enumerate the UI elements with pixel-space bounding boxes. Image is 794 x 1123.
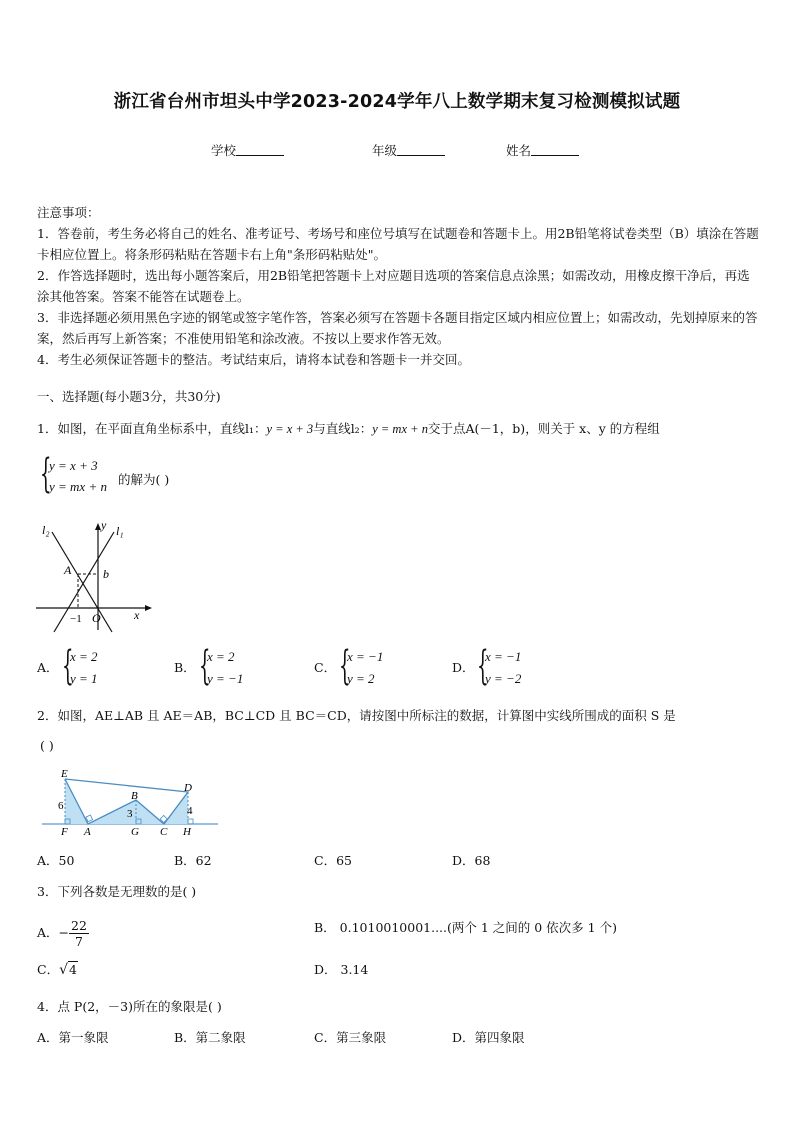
name-label: 姓名 bbox=[506, 143, 532, 158]
brace-icon: { bbox=[339, 643, 351, 689]
label-3: 3 bbox=[127, 808, 133, 820]
section-heading: 一、选择题(每小题3分，共30分) bbox=[37, 389, 221, 404]
line-l1 bbox=[54, 532, 114, 632]
grade-field[interactable] bbox=[372, 141, 445, 159]
brace-icon: { bbox=[62, 643, 74, 689]
q1-eq2: y = mx + n bbox=[372, 422, 428, 436]
q1-options bbox=[37, 643, 777, 692]
label-6: 6 bbox=[58, 800, 64, 812]
note-item: 1．答卷前，考生务必将自己的姓名、准考证号、考场号和座位号填写在试题卷和答题卡上。用2B铅笔将试卷类型（B）填涂在答题卡相应位置上。将条形码粘贴在答题卡右上角"条形码粘贴处"。 bbox=[37, 226, 759, 262]
note-item: 3．非选择题必须用黑色字迹的钢笔或签字笔作答，答案必须写在答题卡各题目指定区域内相应位置上；如需改动，先划掉原来的答案，然后再写上新答案；不准使用铅笔和涂改液。不按以上要求作答无效。 bbox=[37, 310, 758, 346]
option-letter: A． bbox=[37, 660, 59, 675]
label-O: O bbox=[92, 611, 101, 625]
grade-blank[interactable] bbox=[397, 143, 445, 156]
label-4: 4 bbox=[187, 805, 193, 817]
option-line1: x = −1 bbox=[485, 649, 522, 664]
school-label: 学校 bbox=[211, 143, 237, 158]
question-1-text bbox=[37, 419, 660, 439]
notes-block bbox=[37, 202, 759, 370]
label-A: A bbox=[84, 826, 91, 838]
grade-label: 年级 bbox=[372, 143, 398, 158]
a-sign: − bbox=[58, 925, 70, 940]
q4-option-c[interactable]: C．第三象限 bbox=[314, 1030, 387, 1045]
q1-coordinate-graph bbox=[32, 518, 156, 634]
label-A: A bbox=[64, 563, 72, 577]
option-line2: y = −1 bbox=[207, 671, 244, 686]
q1-suffix: 交于点A(－1，b)，则关于 x、y 的方程组 bbox=[427, 421, 660, 436]
option-line2: y = 1 bbox=[70, 671, 98, 686]
brace-icon: { bbox=[477, 643, 489, 689]
label-b: b bbox=[103, 567, 109, 581]
q1-mid: 与直线l₂： bbox=[313, 421, 373, 436]
note-item: 2．作答选择题时，选出每小题答案后，用2B铅笔把答题卡上对应题目选项的答案信息点涂黑；如需改动，用橡皮擦干净后，再选涂其他答案。答案不能答在试题卷上。 bbox=[37, 268, 750, 304]
option-letter: D． bbox=[452, 660, 475, 675]
page-title: 浙江省台州市坦头中学2023-2024学年八上数学期末复习检测模拟试题 bbox=[113, 92, 681, 112]
q1-eq1: y = x + 3 bbox=[266, 422, 314, 436]
q2-paren: ( ) bbox=[40, 738, 54, 753]
option-line1: x = −1 bbox=[347, 649, 384, 664]
q3-option-a[interactable] bbox=[37, 918, 89, 949]
label-E: E bbox=[61, 768, 68, 780]
label-minus1: −1 bbox=[70, 613, 82, 625]
q4-option-b[interactable]: B．第二象限 bbox=[174, 1030, 246, 1045]
option-line2: y = 2 bbox=[347, 671, 375, 686]
option-letter: A． bbox=[37, 925, 59, 940]
fraction-denominator: 7 bbox=[74, 934, 83, 949]
note-item: 4．考生必须保证答题卡的整洁。考试结束后，请将本试卷和答题卡一并交回。 bbox=[37, 352, 470, 367]
q3-option-b[interactable]: B． 0.1010010001....(两个 1 之间的 0 依次多 1 个) bbox=[314, 920, 617, 935]
x-axis-arrow-icon bbox=[145, 605, 152, 611]
q4-option-a[interactable]: A．第一象限 bbox=[37, 1030, 109, 1045]
q2-option-c[interactable]: C．65 bbox=[314, 853, 352, 868]
option-line1: x = 2 bbox=[207, 649, 235, 664]
label-G: G bbox=[131, 826, 139, 838]
sqrt-icon: √ bbox=[59, 962, 68, 978]
school-field[interactable] bbox=[211, 141, 284, 159]
option-letter: C． bbox=[37, 962, 60, 977]
label-x: x bbox=[134, 608, 140, 622]
q1-prefix: 1．如图，在平面直角坐标系中，直线l₁： bbox=[37, 421, 267, 436]
q2-option-a[interactable]: A．50 bbox=[37, 853, 75, 868]
option-line2: y = −2 bbox=[485, 671, 522, 686]
label-F: F bbox=[61, 826, 68, 838]
option-letter: B． bbox=[174, 660, 196, 675]
label-l1: l₁ bbox=[116, 524, 124, 538]
q1-tail: 的解为( ) bbox=[118, 472, 170, 487]
brace-icon: { bbox=[199, 643, 211, 689]
q1-sys-line2: y = mx + n bbox=[49, 479, 107, 494]
notes-heading: 注意事项： bbox=[37, 205, 100, 220]
name-blank[interactable] bbox=[531, 143, 579, 156]
q3-option-c[interactable] bbox=[37, 960, 78, 980]
label-y: y bbox=[101, 518, 107, 532]
brace-icon: { bbox=[40, 451, 52, 497]
q2-geometry-figure bbox=[40, 764, 220, 842]
option-letter: C． bbox=[314, 660, 337, 675]
q2-option-d[interactable]: D．68 bbox=[452, 853, 491, 868]
school-blank[interactable] bbox=[236, 143, 284, 156]
name-field[interactable] bbox=[506, 141, 579, 159]
q3-option-d[interactable]: D． 3.14 bbox=[314, 962, 369, 977]
fraction bbox=[69, 918, 89, 949]
question-3-text: 3．下列各数是无理数的是( ) bbox=[37, 884, 197, 899]
right-angle-H bbox=[188, 819, 193, 824]
question-4-text: 4．点 P(2，－3)所在的象限是( ) bbox=[37, 999, 222, 1014]
label-B: B bbox=[131, 790, 138, 802]
q1-sys-line1: y = x + 3 bbox=[49, 458, 98, 473]
label-C: C bbox=[160, 826, 168, 838]
q4-option-d[interactable]: D．第四象限 bbox=[452, 1030, 525, 1045]
fraction-numerator: 22 bbox=[71, 918, 87, 933]
option-line1: x = 2 bbox=[70, 649, 98, 664]
label-D: D bbox=[184, 782, 192, 794]
label-l2: l₂ bbox=[42, 523, 50, 537]
q2-option-b[interactable]: B．62 bbox=[174, 853, 212, 868]
question-2-text: 2．如图，AE⊥AB 且 AE＝AB，BC⊥CD 且 BC＝CD，请按图中所标注的数据，计算图中实线所围成的面积 S 是 bbox=[37, 708, 676, 723]
line-l2 bbox=[52, 532, 112, 632]
radicand: 4 bbox=[69, 962, 77, 977]
label-H: H bbox=[183, 826, 191, 838]
